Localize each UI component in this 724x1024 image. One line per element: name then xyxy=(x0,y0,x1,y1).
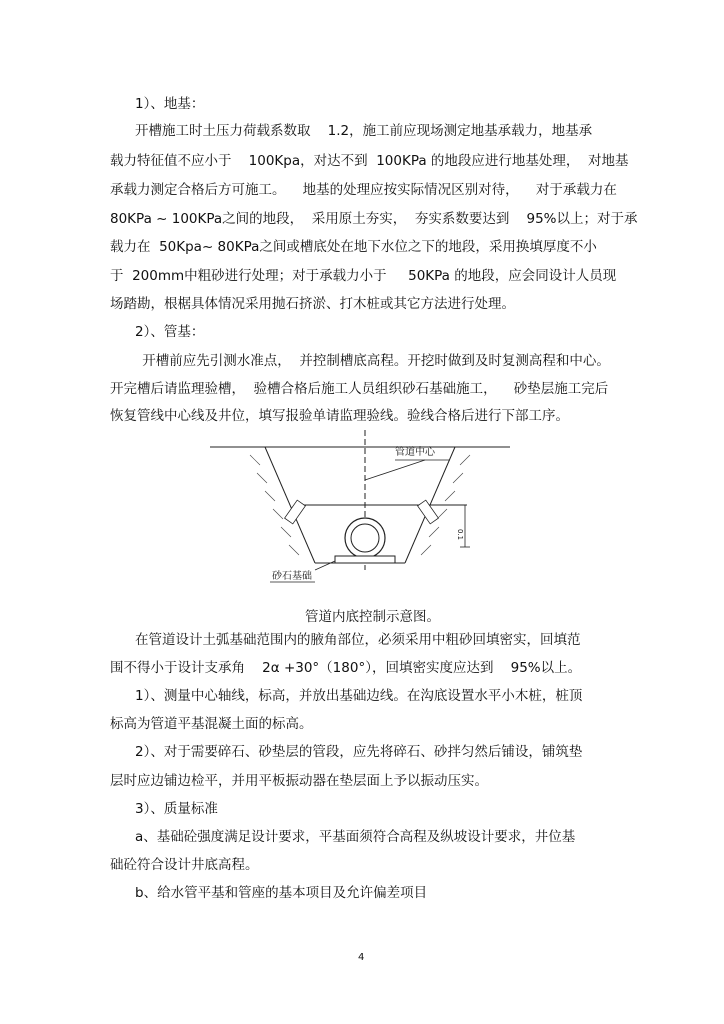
paragraph-line: 载力在 50Kpa~ 80KPa之间或槽底处在地下水位之下的地段，采用换填厚度不小 xyxy=(110,239,597,255)
leader-base xyxy=(315,561,335,570)
paragraph-line: a、基础砼强度满足设计要求，平基面须符合高程及纵坡设计要求，井位基 xyxy=(135,829,576,845)
heading-pipe-base: 2）、管基： xyxy=(135,324,205,340)
paragraph-line: 场踏勘，根椐具体情况采用抛石挤淤、打木桩或其它方法进行处理。 xyxy=(110,296,515,312)
pipe-inner xyxy=(351,524,379,552)
heading-foundation: 1）、地基： xyxy=(135,96,205,112)
paragraph-line: 开槽施工时土压力荷载系数取 1.2，施工前应现场测定地基承载力，地基承 xyxy=(135,123,593,139)
paragraph-line: 础砼符合设计井底高程。 xyxy=(110,857,259,873)
paragraph-line: 载力特征值不应小于 100Kpa，对达不到 100KPa 的地段应进行地基处理， 对地基 xyxy=(110,153,629,169)
paragraph-line: 开槽前应先引测水准点， 并控制槽底高程。开挖时做到及时复测高程和中心。 xyxy=(138,353,610,369)
paragraph-line: 于 200mm中粗砂进行处理；对于承载力小于 50KPa 的地段，应会同设计人员现 xyxy=(110,268,617,284)
label-pipe-center: 管道中心 xyxy=(395,447,435,458)
figure-caption: 管道内底控制示意图。 xyxy=(305,609,440,625)
stake-left xyxy=(285,500,306,524)
paragraph-line: 恢复管线中心线及井位，填写报验单请监理验线。验线合格后进行下部工序。 xyxy=(110,408,569,424)
paragraph-line: 围不得小于设计支承角 2α +30°（180°），回填密实度应达到 95%以上。 xyxy=(110,660,582,676)
paragraph-line: 标高为管道平基混凝土面的标高。 xyxy=(110,716,313,732)
stake-right xyxy=(418,500,439,524)
label-gravel-base: 砂石基础 xyxy=(272,571,312,582)
dimension-label: 0.1 xyxy=(456,529,464,541)
paragraph-line: 80KPa ~ 100KPa之间的地段， 采用原土夯实， 夯实系数要达到 95%以上；对于承 xyxy=(110,211,638,227)
leader-center xyxy=(365,460,425,480)
heading-quality-standard: 3）、质量标准 xyxy=(135,801,218,817)
paragraph-line: 在管道设计土弧基础范围内的腋角部位，必须采用中粗砂回填密实，回填范 xyxy=(135,632,581,648)
paragraph-line: 层时应边铺边检平，并用平板振动器在垫层面上予以振动压实。 xyxy=(110,773,488,789)
paragraph-line: 1）、测量中心轴线，标高，并放出基础边线。在沟底设置水平小木桩，桩顶 xyxy=(135,688,583,704)
gravel-base xyxy=(335,556,395,563)
paragraph-line: 承载力测定合格后方可施工。 地基的处理应按实际情况区别对待， 对于承载力在 xyxy=(110,182,617,198)
paragraph-line: 2）、对于需要碎石、砂垫层的管段，应先将碎石、砂拌匀然后铺设，铺筑垫 xyxy=(135,744,583,760)
paragraph-line: 开完槽后请监理验槽， 验槽合格后施工人员组织砂石基础施工， 砂垫层施工完后 xyxy=(110,381,609,397)
paragraph-line: b、给水管平基和管座的基本项目及允许偏差项目 xyxy=(135,885,428,901)
pipe-bottom-diagram xyxy=(205,425,515,595)
page-number: 4 xyxy=(358,952,365,963)
